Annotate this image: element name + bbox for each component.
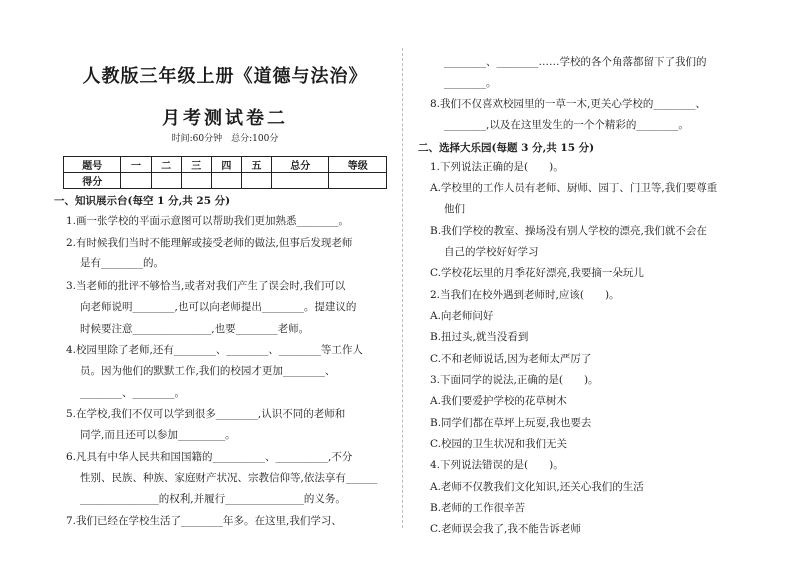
- option-line: C.校园的卫生状况和我们无关: [430, 438, 567, 450]
- question-line: _______________的权利,并履行_______________的义务。: [80, 493, 346, 505]
- score-cell: [181, 173, 211, 189]
- option-line: B.我们学校的教室、操场没有别人学校的漂亮,我们就不会在: [430, 225, 707, 237]
- option-line: 自己的学校好好学习: [444, 246, 539, 258]
- option-line: C.不和老师说话,因为老师太严厉了: [430, 353, 592, 365]
- question-line: ________,以及在这里发生的一个个精彩的________。: [444, 119, 689, 131]
- question-line: 1.画一张学校的平面示意图可以帮助我们更加熟悉________。: [66, 215, 350, 227]
- exam-meta: 时间:60分钟 总分:100分: [171, 134, 279, 144]
- question-line: ________、________。: [80, 387, 185, 399]
- score-cell: [121, 173, 151, 189]
- question-line: 向老师说明________,也可以向老师提出________。提建议的: [80, 301, 357, 313]
- question-line: 8.我们不仅喜欢校园里的一草一木,更关心学校的________、: [430, 98, 706, 110]
- score-cell: [329, 173, 387, 189]
- question-line: ________。: [444, 77, 497, 89]
- score-cell: [241, 173, 271, 189]
- question-line: 3.当老师的批评不够恰当,或者对我们产生了误会时,我们可以: [66, 280, 346, 292]
- question-line: 6.凡具有中华人民共和国国籍的__________、__________,不分: [66, 451, 353, 463]
- question-line: 4.校园里除了老师,还有________、________、________等工作人: [66, 344, 363, 356]
- option-line: C.学校花坛里的月季花好漂亮,我要摘一朵玩儿: [430, 267, 644, 279]
- question-line: 2.当我们在校外遇到老师时,应该( )。: [430, 289, 620, 301]
- score-table-header-row: [64, 157, 387, 173]
- score-cell: 题号: [64, 157, 121, 173]
- section-heading: 二、选择大乐园(每题 3 分,共 15 分): [418, 142, 595, 154]
- question-line: 2.有时候我们当时不能理解或接受老师的做法,但事后发现老师: [66, 237, 353, 249]
- column-divider: [402, 48, 404, 528]
- score-cell: [211, 173, 241, 189]
- option-line: A.老师不仅教我们文化知识,还关心我们的生活: [430, 481, 644, 493]
- question-line: 3.下面同学的说法,正确的是( )。: [430, 374, 599, 386]
- section-heading: 一、知识展示台(每空 1 分,共 25 分): [54, 195, 231, 207]
- score-cell: [151, 173, 181, 189]
- question-line: 1.下列说法正确的是( )。: [430, 161, 564, 173]
- option-line: B.扭过头,就当没看到: [430, 331, 529, 343]
- question-line: 时候要注意_______________,也要________老师。: [80, 323, 310, 335]
- score-cell: 二: [151, 157, 181, 173]
- question-line: ________、________……学校的各个角落都留下了我们的: [444, 56, 707, 68]
- score-cell: 一: [121, 157, 151, 173]
- score-table-score-row: [64, 173, 387, 189]
- question-line: 员。因为他们的默默工作,我们的校园才更加________、: [80, 365, 336, 377]
- option-line: A.向老师问好: [430, 310, 494, 322]
- question-line: 5.在学校,我们不仅可以学到很多________,认识不同的老师和: [66, 408, 346, 420]
- question-line: 7.我们已经在学校生活了________年多。在这里,我们学习、: [66, 515, 342, 527]
- score-cell: 总分: [272, 157, 329, 173]
- score-table: [63, 156, 387, 189]
- question-line: 是有________的。: [80, 257, 164, 269]
- question-line: 4.下列说法错误的是( )。: [430, 459, 564, 471]
- option-line: A.学校里的工作人员有老师、厨师、园丁、门卫等,我们要尊重: [430, 182, 718, 194]
- score-cell: 三: [181, 157, 211, 173]
- option-line: B.同学们都在草坪上玩耍,我也要去: [430, 417, 592, 429]
- score-cell: [272, 173, 329, 189]
- score-cell: 五: [241, 157, 271, 173]
- question-line: 同学,而且还可以参加_________。: [80, 429, 236, 441]
- score-cell: 等级: [329, 157, 387, 173]
- score-cell: 四: [211, 157, 241, 173]
- question-line: 性别、民族、种族、家庭财产状况、宗教信仰等,依法享有______: [80, 472, 378, 484]
- option-line: A.我们要爱护学校的花草树木: [430, 395, 567, 407]
- option-line: C.老师误会我了,我不能告诉老师: [430, 523, 581, 535]
- exam-subtitle: 月考测试卷二: [162, 108, 288, 129]
- score-cell: 得分: [64, 173, 121, 189]
- page-title: 人教版三年级上册《道德与法治》: [82, 66, 368, 87]
- option-line: B.老师的工作很辛苦: [430, 502, 526, 514]
- option-line: 他们: [444, 203, 465, 215]
